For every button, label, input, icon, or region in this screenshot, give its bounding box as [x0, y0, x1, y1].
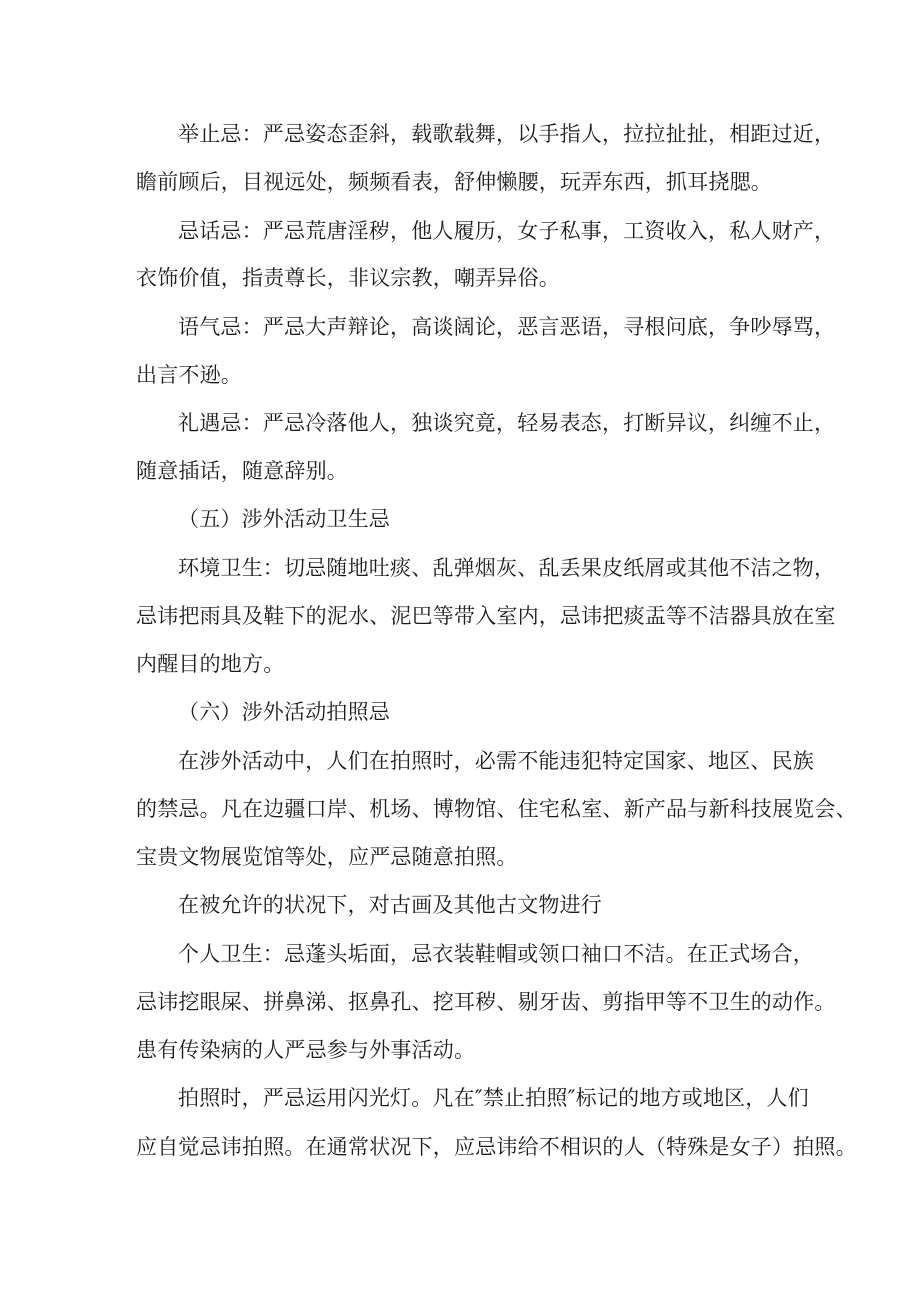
paragraph-environment-line-3: 内醒目的地方。 — [136, 652, 285, 676]
paragraph-conduct-line-2: 瞻前顾后，目视远处，频频看表，舒伸懒腰，玩弄东西，抓耳挠腮。 — [136, 170, 772, 194]
section-heading-photography: （六）涉外活动拍照忌 — [178, 700, 390, 724]
paragraph-environment-line-2: 忌讳把雨具及鞋下的泥水、泥巴等带入室内，忌讳把痰盂等不洁器具放在室 — [136, 604, 836, 628]
paragraph-courtesy-line-1: 礼遇忌：严忌冷落他人，独谈究竟，轻易表态，打断异议，纠缠不止， — [178, 411, 836, 435]
paragraph-tone-line-2: 出言不逊。 — [136, 363, 242, 387]
paragraph-speech-topics-line-1: 忌话忌：严忌荒唐淫秽，他人履历，女子私事，工资收入，私人财产， — [178, 219, 836, 243]
paragraph-conduct-line-1: 举止忌：严忌姿态歪斜，载歌载舞，以手指人，拉拉扯扯，相距过近， — [178, 122, 836, 146]
paragraph-personal-hygiene-line-3: 患有传染病的人严忌参与外事活动。 — [136, 1038, 476, 1062]
paragraph-tone-line-1: 语气忌：严忌大声辩论，高谈阔论，恶言恶语，寻根问底，争吵辱骂， — [178, 315, 836, 339]
paragraph-photo-rules-line-2: 应自觉忌讳拍照。在通常状况下，应忌讳给不相识的人（特殊是女子）拍照。 — [136, 1135, 857, 1159]
paragraph-photo-rules-line-1: 拍照时，严忌运用闪光灯。凡在″禁止拍照″标记的地方或地区，人们 — [178, 1086, 809, 1110]
paragraph-personal-hygiene-line-1: 个人卫生：忌蓬头垢面，忌衣装鞋帽或领口袖口不洁。在正式场合， — [178, 942, 814, 966]
paragraph-personal-hygiene-line-2: 忌讳挖眼屎、拼鼻涕、抠鼻孔、挖耳秽、剔牙齿、剪指甲等不卫生的动作。 — [136, 990, 836, 1014]
paragraph-speech-topics-line-2: 衣饰价值，指责尊长，非议宗教，嘲弄异俗。 — [136, 266, 560, 290]
paragraph-photo-intro-line-1: 在涉外活动中，人们在拍照时，必需不能违犯特定国家、地区、民族 — [178, 749, 814, 773]
paragraph-courtesy-line-2: 随意插话，随意辞别。 — [136, 459, 348, 483]
paragraph-permitted-line-1: 在被允许的状况下，对古画及其他古文物进行 — [178, 893, 602, 917]
section-heading-hygiene: （五）涉外活动卫生忌 — [178, 507, 390, 531]
paragraph-photo-intro-line-3: 宝贵文物展览馆等处，应严忌随意拍照。 — [136, 845, 518, 869]
paragraph-environment-line-1: 环境卫生：切忌随地吐痰、乱弹烟灰、乱丢果皮纸屑或其他不洁之物， — [178, 556, 836, 580]
paragraph-photo-intro-line-2: 的禁忌。凡在边疆口岸、机场、博物馆、住宅私室、新产品与新科技展览会、 — [136, 797, 857, 821]
